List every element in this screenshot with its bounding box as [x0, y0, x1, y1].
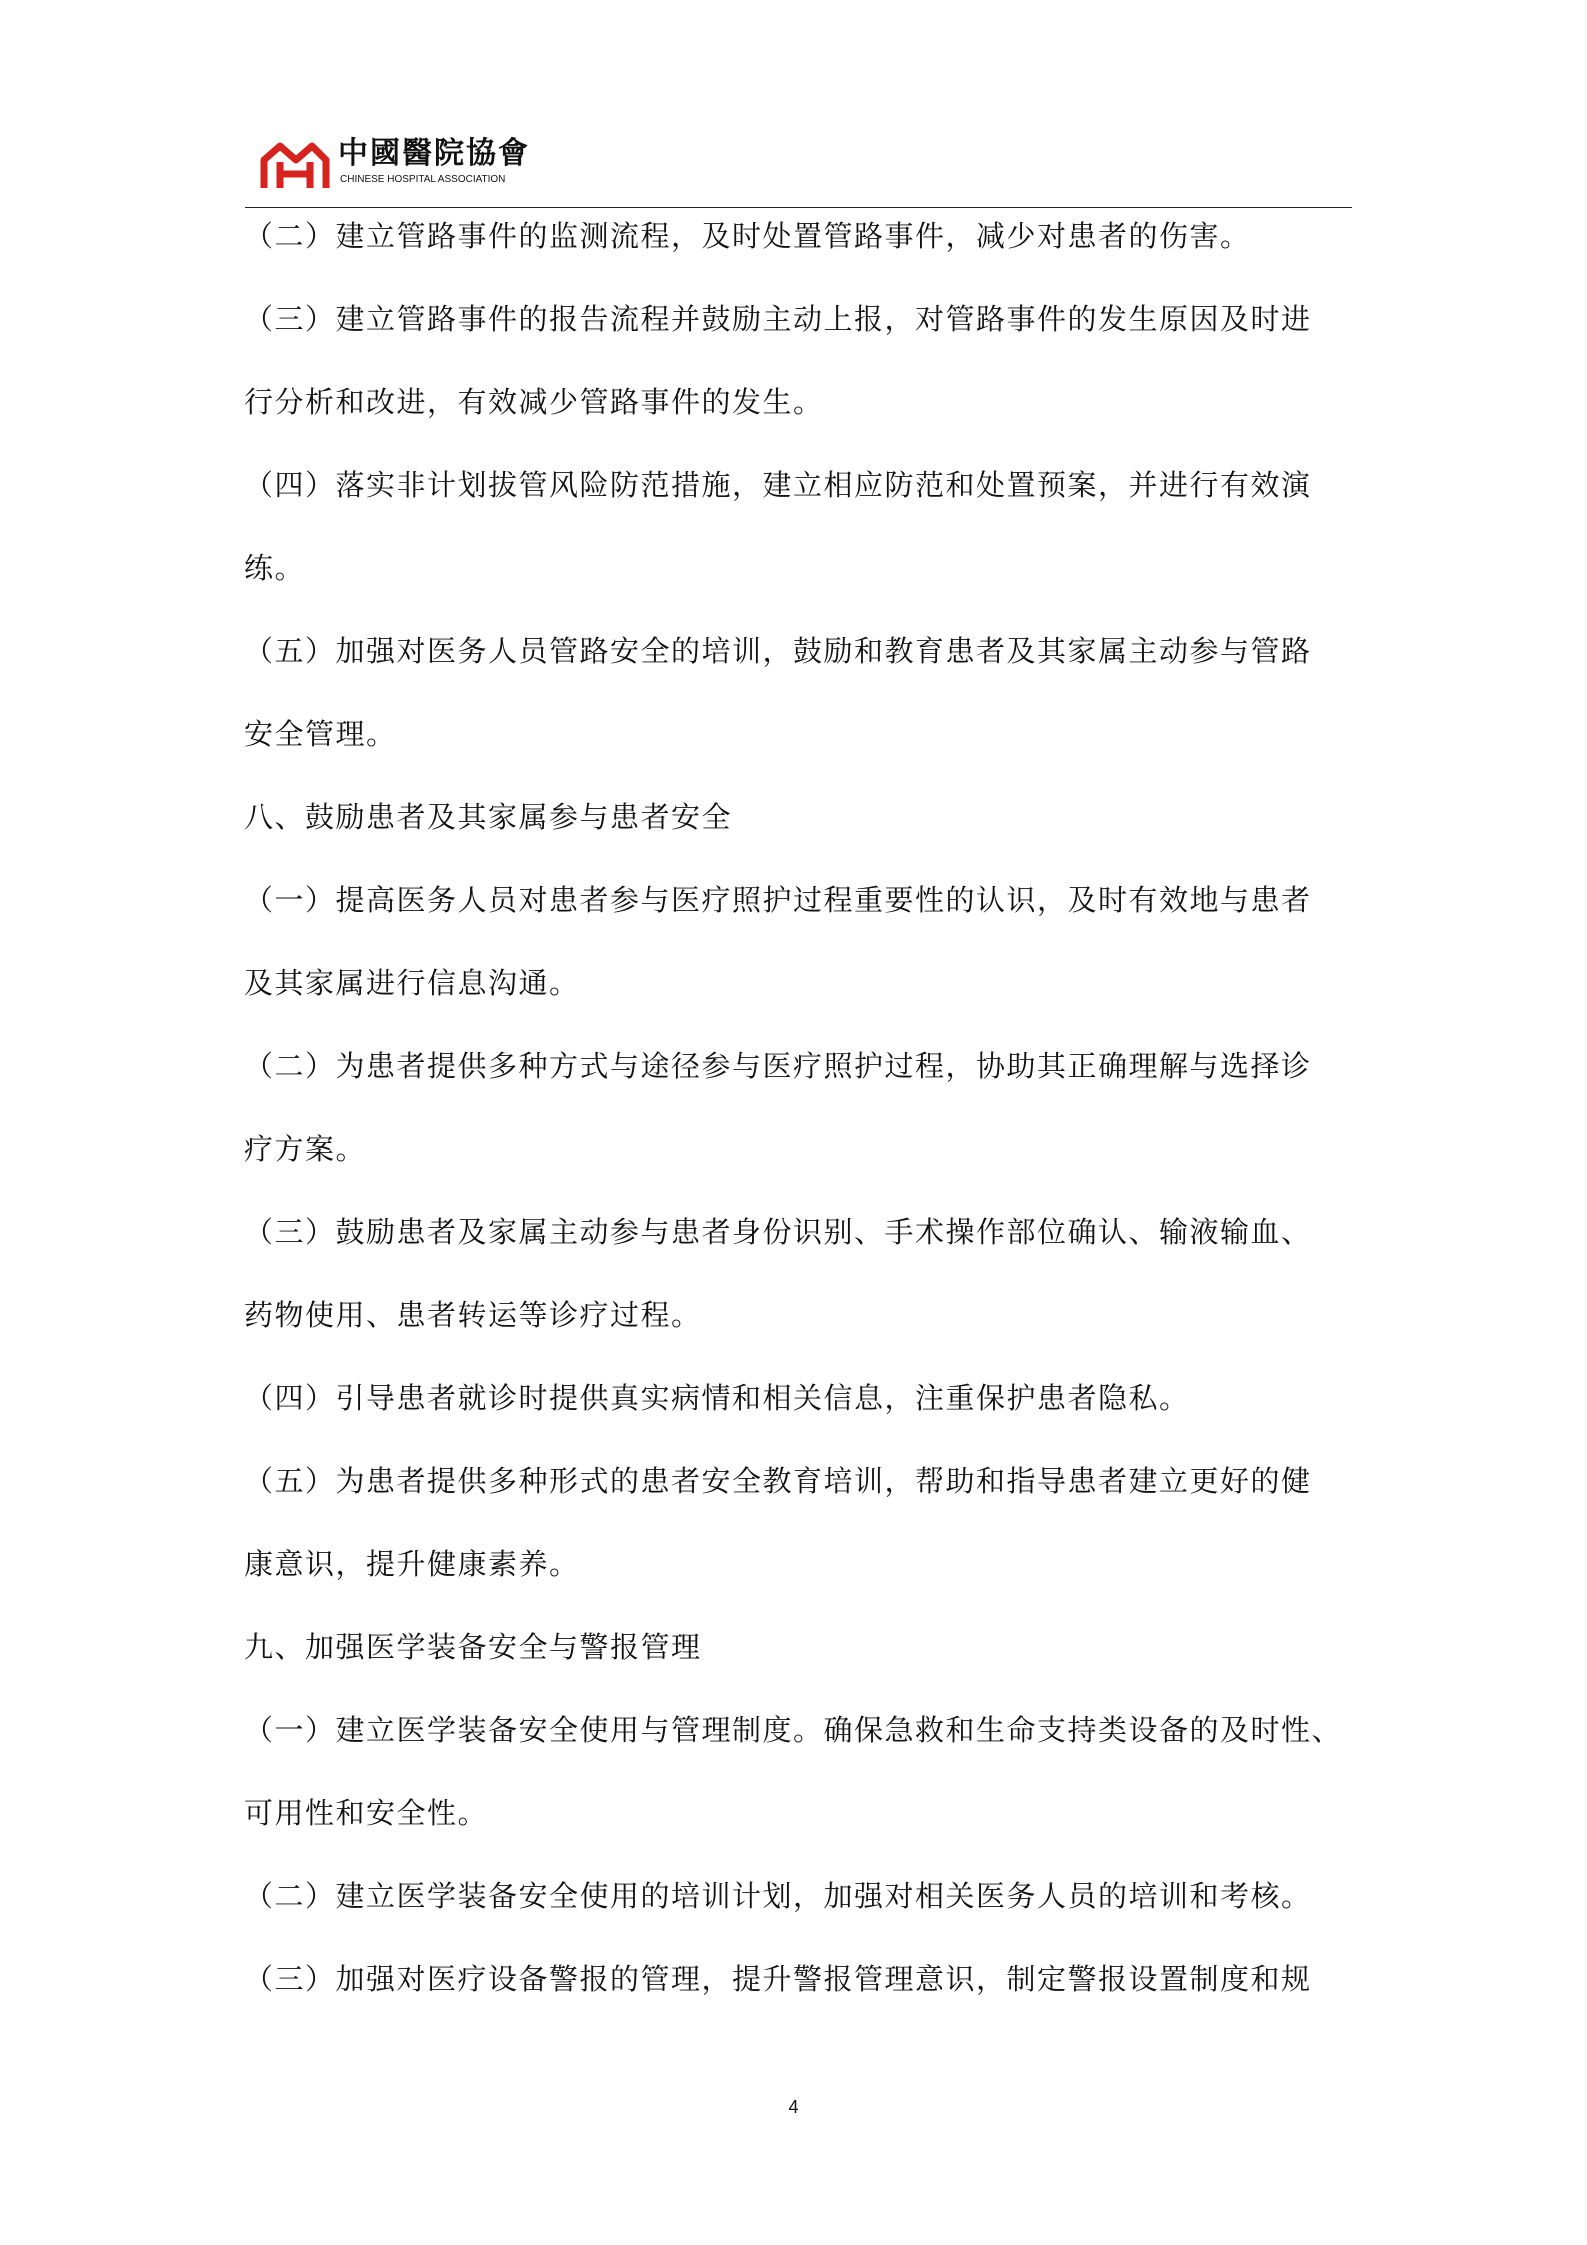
organization-name-en: CHINESE HOSPITAL ASSOCIATION — [340, 174, 506, 185]
paragraph-line: （二）建立管路事件的监测流程，及时处置管路事件，减少对患者的伤害。 — [244, 219, 1251, 253]
paragraph-line: 行分析和改进，有效减少管路事件的发生。 — [244, 385, 824, 419]
paragraph-line: （四）落实非计划拔管风险防范措施，建立相应防范和处置预案，并进行有效演 — [244, 468, 1312, 502]
paragraph-line: （一）提高医务人员对患者参与医疗照护过程重要性的认识，及时有效地与患者 — [244, 883, 1312, 917]
paragraph — [244, 880, 1354, 1004]
paragraph-line: 可用性和安全性。 — [244, 1796, 489, 1830]
section-heading-text: 九、加强医学装备安全与警报管理 — [244, 1630, 702, 1664]
paragraph — [244, 1710, 1354, 1834]
paragraph — [244, 1378, 1354, 1419]
paragraph-line: 安全管理。 — [244, 717, 397, 751]
section-heading-text: 八、鼓励患者及其家属参与患者安全 — [244, 800, 733, 834]
paragraph-line: （三）鼓励患者及家属主动参与患者身份识别、手术操作部位确认、输液输血、 — [244, 1215, 1312, 1249]
section-heading — [244, 1627, 1354, 1668]
paragraph — [244, 1212, 1354, 1336]
paragraph — [244, 1461, 1354, 1585]
paragraph-line: （五）加强对医务人员管路安全的培训，鼓励和教育患者及其家属主动参与管路 — [244, 634, 1312, 668]
paragraph-line: 康意识，提升健康素养。 — [244, 1547, 580, 1581]
paragraph-line: （三）建立管路事件的报告流程并鼓励主动上报，对管路事件的发生原因及时进 — [244, 302, 1312, 336]
organization-name-cn: 中國醫院協會 — [338, 136, 530, 171]
paragraph — [244, 1876, 1354, 1917]
paragraph-line: 及其家属进行信息沟通。 — [244, 966, 580, 1000]
section-heading — [244, 797, 1354, 838]
paragraph-line: （一）建立医学装备安全使用与管理制度。确保急救和生命支持类设备的及时性、 — [244, 1713, 1343, 1747]
paragraph-line: （三）加强对医疗设备警报的管理，提升警报管理意识，制定警报设置制度和规 — [244, 1962, 1312, 1996]
paragraph-line: （四）引导患者就诊时提供真实病情和相关信息，注重保护患者隐私。 — [244, 1381, 1190, 1415]
paragraph — [244, 299, 1354, 423]
paragraph-line: （二）建立医学装备安全使用的培训计划，加强对相关医务人员的培训和考核。 — [244, 1879, 1312, 1913]
paragraph — [244, 465, 1354, 589]
paragraph-line: 练。 — [244, 551, 306, 585]
paragraph-line: （二）为患者提供多种方式与途径参与医疗照护过程，协助其正确理解与选择诊 — [244, 1049, 1312, 1083]
paragraph-line: 疗方案。 — [244, 1132, 367, 1166]
paragraph — [244, 216, 1354, 257]
paragraph — [244, 1046, 1354, 1170]
page-number: 4 — [788, 2097, 799, 2117]
document-body — [244, 216, 1354, 2042]
header-divider — [245, 207, 1352, 208]
paragraph-line: 药物使用、患者转运等诊疗过程。 — [244, 1298, 702, 1332]
hospital-association-logo-icon — [258, 140, 332, 192]
paragraph-line: （五）为患者提供多种形式的患者安全教育培训，帮助和指导患者建立更好的健 — [244, 1464, 1312, 1498]
paragraph — [244, 631, 1354, 755]
page-header — [252, 136, 1342, 206]
paragraph — [244, 1959, 1354, 2000]
